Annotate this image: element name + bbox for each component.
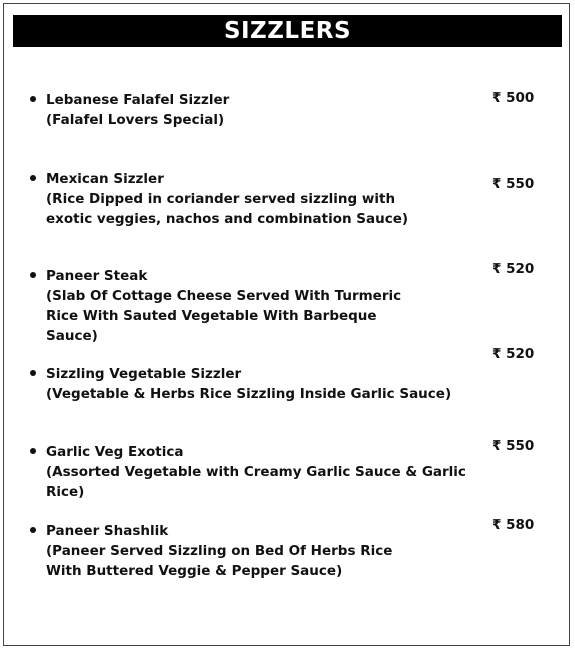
menu-item-name: Garlic Veg Exotica xyxy=(46,444,184,460)
menu-item-name: Paneer Shashlik xyxy=(46,523,169,539)
menu-item-text xyxy=(46,266,406,346)
menu-item-price: ₹ 550 xyxy=(492,438,535,454)
bullet-icon xyxy=(30,96,36,102)
menu-item-text xyxy=(46,169,418,229)
menu-item-price: ₹ 520 xyxy=(492,261,535,277)
menu-item-price: ₹ 500 xyxy=(492,90,535,106)
menu-item-description: (Falafel Lovers Special) xyxy=(46,112,225,128)
menu-item-description: (Paneer Served Sizzling on Bed Of Herbs Rice With Buttered Veggie & Pepper Sauce) xyxy=(46,543,393,579)
menu-item-text xyxy=(46,90,476,130)
menu-item-text xyxy=(46,442,476,502)
bullet-icon xyxy=(30,527,36,533)
menu-item-price: ₹ 550 xyxy=(492,176,535,192)
section-header xyxy=(13,15,562,47)
bullet-icon xyxy=(30,175,36,181)
bullet-icon xyxy=(30,370,36,376)
menu-item-description: (Slab Of Cottage Cheese Served With Turmeric Rice With Sauted Vegetable With Barbeque Sauce) xyxy=(46,288,402,344)
bullet-icon xyxy=(30,272,36,278)
menu-item-text xyxy=(46,521,408,581)
menu-item-text xyxy=(46,364,476,404)
section-title: SIZZLERS xyxy=(223,18,352,44)
menu-item-price: ₹ 580 xyxy=(492,517,535,533)
menu-item-name: Lebanese Falafel Sizzler xyxy=(46,92,230,108)
menu-item-description: (Vegetable & Herbs Rice Sizzling Inside Garlic Sauce) xyxy=(46,386,452,402)
menu-item-price: ₹ 520 xyxy=(492,346,535,362)
menu-item-name: Sizzling Vegetable Sizzler xyxy=(46,366,242,382)
menu-item-description: (Assorted Vegetable with Creamy Garlic Sauce & Garlic Rice) xyxy=(46,464,466,500)
bullet-icon xyxy=(30,448,36,454)
menu-item-name: Mexican Sizzler xyxy=(46,171,164,187)
menu-item-name: Paneer Steak xyxy=(46,268,148,284)
menu-item-description: (Rice Dipped in coriander served sizzling with exotic veggies, nachos and combination Sauce) xyxy=(46,191,409,227)
